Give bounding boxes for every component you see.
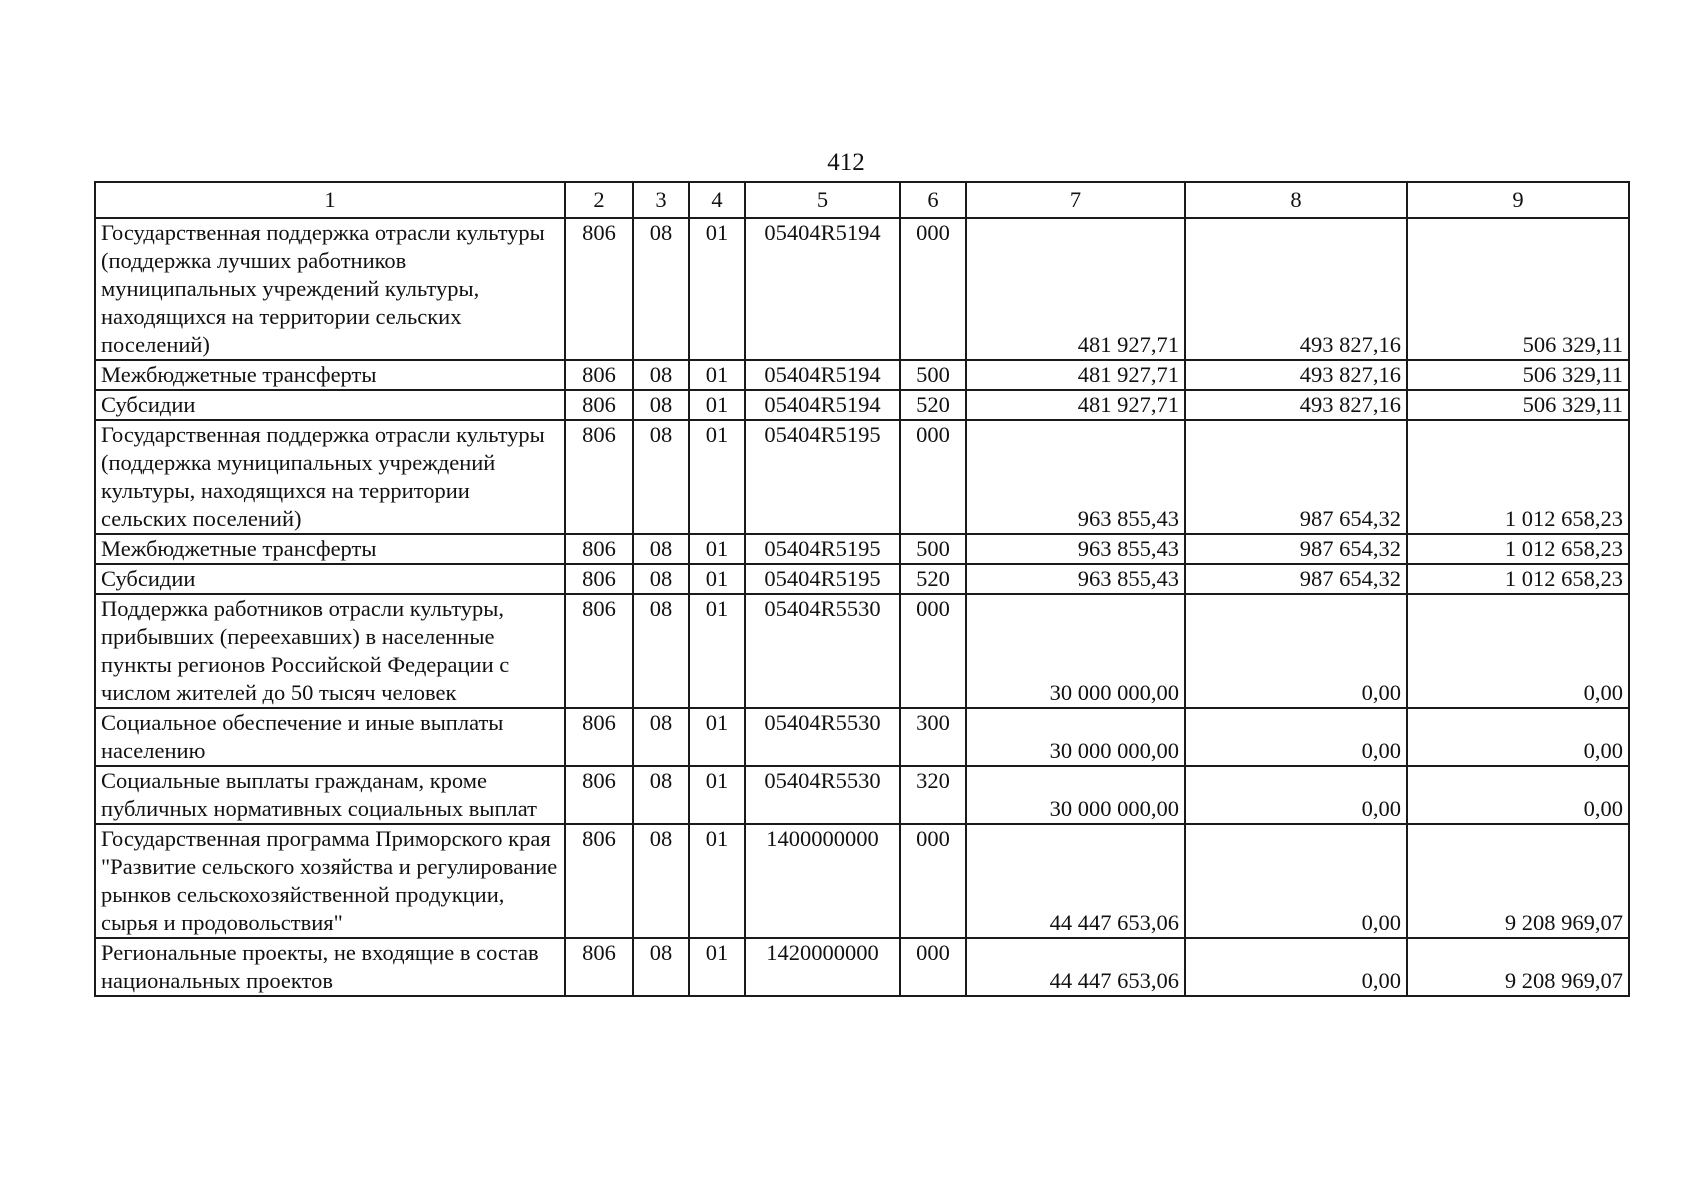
header-cell-6: 6 (900, 182, 966, 218)
subsection-cell: 01 (689, 360, 745, 390)
section-cell: 08 (633, 824, 689, 938)
subsection-cell: 01 (689, 824, 745, 938)
expense-type-cell: 000 (900, 938, 966, 996)
amount-col7-cell: 481 927,71 (966, 360, 1185, 390)
header-cell-7: 7 (966, 182, 1185, 218)
row-name-cell: Межбюджетные трансферты (95, 534, 565, 564)
section-cell: 08 (633, 390, 689, 420)
row-name-cell: Социальные выплаты гражданам, кроме публичных нормативных социальных выплат (95, 766, 565, 824)
amount-col9-cell: 1 012 658,23 (1407, 534, 1629, 564)
header-cell-2: 2 (565, 182, 633, 218)
section-cell: 08 (633, 218, 689, 360)
amount-col9-cell: 1 012 658,23 (1407, 564, 1629, 594)
table-row (95, 420, 1629, 534)
amount-col8-cell: 0,00 (1185, 708, 1407, 766)
amount-col8-cell: 0,00 (1185, 824, 1407, 938)
amount-col8-cell: 987 654,32 (1185, 534, 1407, 564)
table-row (95, 218, 1629, 360)
section-cell: 08 (633, 938, 689, 996)
amount-col9-cell: 0,00 (1407, 594, 1629, 708)
subsection-cell: 01 (689, 390, 745, 420)
target-article-cell: 05404R5194 (745, 360, 900, 390)
expense-type-cell: 320 (900, 766, 966, 824)
amount-col9-cell: 506 329,11 (1407, 390, 1629, 420)
subsection-cell: 01 (689, 938, 745, 996)
amount-col7-cell: 963 855,43 (966, 420, 1185, 534)
target-article-cell: 1400000000 (745, 824, 900, 938)
ministry-code-cell: 806 (565, 218, 633, 360)
ministry-code-cell: 806 (565, 708, 633, 766)
expense-type-cell: 000 (900, 824, 966, 938)
row-name-cell: Региональные проекты, не входящие в состав национальных проектов (95, 938, 565, 996)
target-article-cell: 05404R5195 (745, 534, 900, 564)
ministry-code-cell: 806 (565, 938, 633, 996)
expense-type-cell: 300 (900, 708, 966, 766)
amount-col8-cell: 493 827,16 (1185, 218, 1407, 360)
expense-type-cell: 520 (900, 390, 966, 420)
ministry-code-cell: 806 (565, 420, 633, 534)
ministry-code-cell: 806 (565, 534, 633, 564)
subsection-cell: 01 (689, 594, 745, 708)
amount-col9-cell: 9 208 969,07 (1407, 938, 1629, 996)
amount-col9-cell: 506 329,11 (1407, 218, 1629, 360)
expense-type-cell: 000 (900, 218, 966, 360)
row-name-cell: Субсидии (95, 564, 565, 594)
amount-col9-cell: 1 012 658,23 (1407, 420, 1629, 534)
target-article-cell: 05404R5195 (745, 564, 900, 594)
amount-col8-cell: 493 827,16 (1185, 360, 1407, 390)
section-cell: 08 (633, 594, 689, 708)
ministry-code-cell: 806 (565, 564, 633, 594)
amount-col9-cell: 506 329,11 (1407, 360, 1629, 390)
target-article-cell: 05404R5530 (745, 708, 900, 766)
subsection-cell: 01 (689, 420, 745, 534)
ministry-code-cell: 806 (565, 766, 633, 824)
section-cell: 08 (633, 766, 689, 824)
header-cell-1: 1 (95, 182, 565, 218)
table-row (95, 766, 1629, 824)
expense-type-cell: 500 (900, 534, 966, 564)
row-name-cell: Поддержка работников отрасли культуры, прибывших (переехавших) в населенные пункты регионов Российской Федерации с числом жителей до 50 тысяч человек (95, 594, 565, 708)
amount-col7-cell: 30 000 000,00 (966, 708, 1185, 766)
row-name-cell: Государственная программа Приморского края "Развитие сельского хозяйства и регулирование рынков сельскохозяйственной продукции, сырья и продовольствия" (95, 824, 565, 938)
expense-type-cell: 000 (900, 420, 966, 534)
expense-type-cell: 000 (900, 594, 966, 708)
row-name-cell: Социальное обеспечение и иные выплаты населению (95, 708, 565, 766)
target-article-cell: 1420000000 (745, 938, 900, 996)
table-row (95, 938, 1629, 996)
amount-col7-cell: 44 447 653,06 (966, 938, 1185, 996)
amount-col7-cell: 44 447 653,06 (966, 824, 1185, 938)
expense-type-cell: 520 (900, 564, 966, 594)
header-cell-8: 8 (1185, 182, 1407, 218)
target-article-cell: 05404R5195 (745, 420, 900, 534)
header-row (95, 182, 1629, 218)
header-cell-4: 4 (689, 182, 745, 218)
amount-col8-cell: 0,00 (1185, 938, 1407, 996)
ministry-code-cell: 806 (565, 824, 633, 938)
page-number: 412 (827, 149, 865, 176)
amount-col9-cell: 9 208 969,07 (1407, 824, 1629, 938)
table-row (95, 360, 1629, 390)
subsection-cell: 01 (689, 534, 745, 564)
amount-col8-cell: 987 654,32 (1185, 420, 1407, 534)
table-row (95, 564, 1629, 594)
subsection-cell: 01 (689, 564, 745, 594)
subsection-cell: 01 (689, 708, 745, 766)
subsection-cell: 01 (689, 766, 745, 824)
table-row (95, 708, 1629, 766)
amount-col8-cell: 987 654,32 (1185, 564, 1407, 594)
target-article-cell: 05404R5194 (745, 218, 900, 360)
ministry-code-cell: 806 (565, 360, 633, 390)
amount-col7-cell: 481 927,71 (966, 390, 1185, 420)
amount-col8-cell: 0,00 (1185, 766, 1407, 824)
amount-col7-cell: 481 927,71 (966, 218, 1185, 360)
amount-col7-cell: 30 000 000,00 (966, 766, 1185, 824)
section-cell: 08 (633, 708, 689, 766)
ministry-code-cell: 806 (565, 594, 633, 708)
row-name-cell: Государственная поддержка отрасли культуры (поддержка лучших работников муниципальных учреждений культуры, находящихся на территории сельских поселений) (95, 218, 565, 360)
target-article-cell: 05404R5530 (745, 766, 900, 824)
target-article-cell: 05404R5530 (745, 594, 900, 708)
section-cell: 08 (633, 534, 689, 564)
amount-col7-cell: 30 000 000,00 (966, 594, 1185, 708)
row-name-cell: Межбюджетные трансферты (95, 360, 565, 390)
amount-col9-cell: 0,00 (1407, 766, 1629, 824)
amount-col9-cell: 0,00 (1407, 708, 1629, 766)
amount-col8-cell: 0,00 (1185, 594, 1407, 708)
header-cell-5: 5 (745, 182, 900, 218)
section-cell: 08 (633, 564, 689, 594)
table-row (95, 594, 1629, 708)
expense-type-cell: 500 (900, 360, 966, 390)
table-row (95, 390, 1629, 420)
amount-col8-cell: 493 827,16 (1185, 390, 1407, 420)
header-cell-3: 3 (633, 182, 689, 218)
amount-col7-cell: 963 855,43 (966, 534, 1185, 564)
table-row (95, 534, 1629, 564)
subsection-cell: 01 (689, 218, 745, 360)
section-cell: 08 (633, 360, 689, 390)
section-cell: 08 (633, 420, 689, 534)
budget-table (94, 181, 1630, 997)
amount-col7-cell: 963 855,43 (966, 564, 1185, 594)
ministry-code-cell: 806 (565, 390, 633, 420)
row-name-cell: Государственная поддержка отрасли культуры (поддержка муниципальных учреждений культуры, находящихся на территории сельских поселений) (95, 420, 565, 534)
row-name-cell: Субсидии (95, 390, 565, 420)
target-article-cell: 05404R5194 (745, 390, 900, 420)
table-row (95, 824, 1629, 938)
header-cell-9: 9 (1407, 182, 1629, 218)
